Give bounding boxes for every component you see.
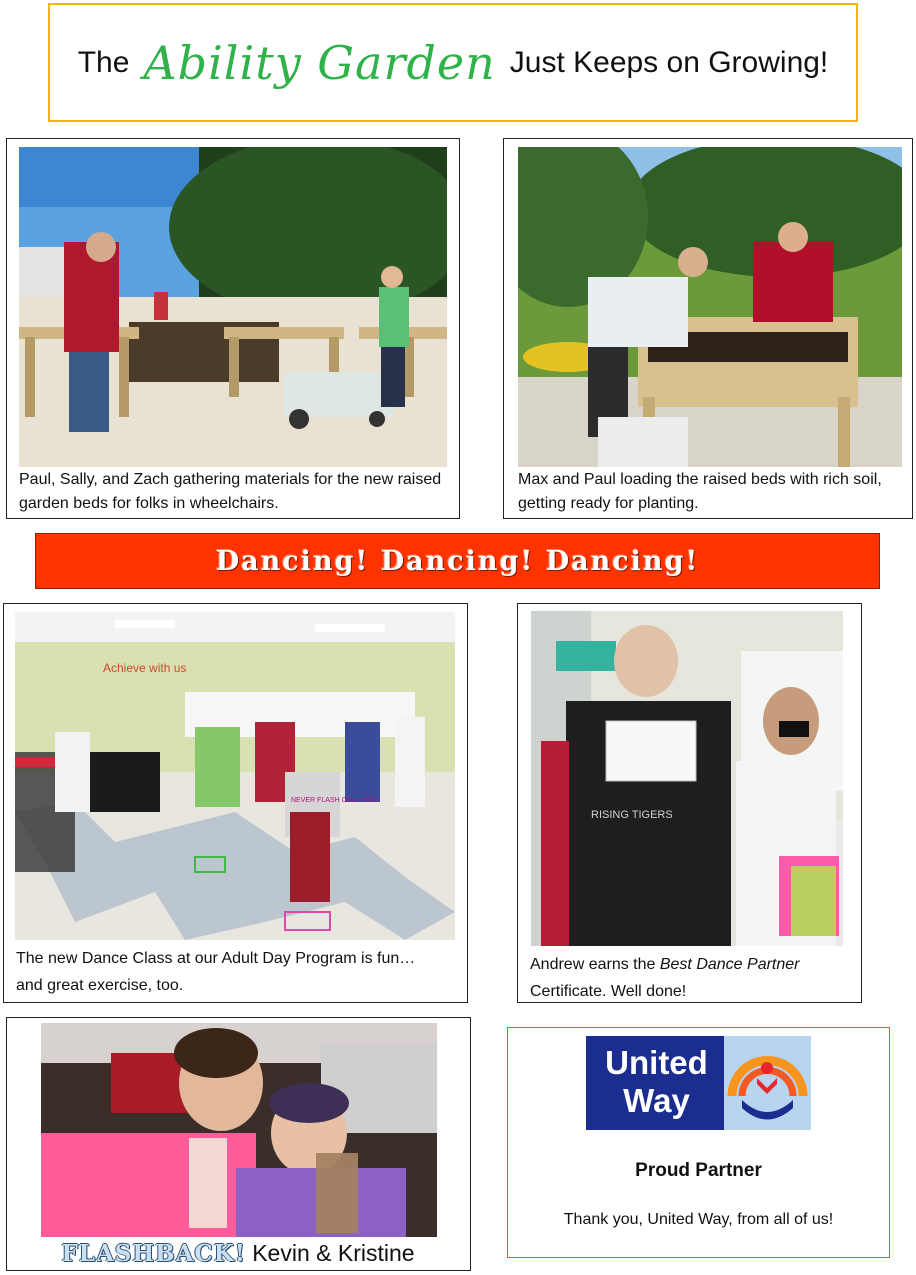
andrew-caption-pre: Andrew earns the — [530, 956, 660, 973]
garden-left-caption: Paul, Sally, and Zach gathering materials for the new raised garden beds for folks in wheelchairs. — [19, 471, 442, 512]
shirt-text: NEVER FLASH OVER YOU — [291, 797, 379, 804]
andrew-caption — [530, 951, 850, 1005]
flashback-photo — [41, 1023, 437, 1237]
header-prefix: The — [77, 45, 130, 79]
header-suffix: Just Keeps on Growing! — [509, 45, 829, 79]
flashback-caption — [6, 1240, 470, 1267]
flashback-label: FLASHBACK! — [61, 1240, 246, 1267]
dancing-banner-text: Dancing! Dancing! Dancing! — [215, 545, 700, 577]
header-script-title: Ability Garden — [143, 35, 496, 90]
garden-right-photo — [518, 147, 902, 467]
flashback-card — [6, 1017, 471, 1271]
united-way-wordmark — [594, 1044, 719, 1120]
garden-right-caption: Max and Paul loading the raised beds with rich soil, getting ready for planting. — [518, 471, 882, 512]
tshirt-text: RISING TIGERS — [591, 809, 673, 821]
dance-class-caption: The new Dance Class at our Adult Day Program is fun…and great exercise, too. — [16, 950, 416, 994]
united-way-wordmark-line1: United — [605, 1044, 708, 1081]
andrew-card — [517, 603, 862, 1003]
wall-sign-text: Achieve with us — [103, 661, 187, 675]
dance-class-photo — [15, 612, 455, 940]
united-way-logo — [586, 1036, 811, 1130]
andrew-caption-em: Best Dance Partner — [659, 956, 800, 973]
dancing-banner — [35, 533, 880, 589]
united-way-proud-partner: Proud Partner — [635, 1160, 762, 1181]
united-way-thanks: Thank you, United Way, from all of us! — [563, 1211, 834, 1228]
garden-left-photo — [19, 147, 447, 467]
dance-class-card — [3, 603, 468, 1003]
flashback-names: Kevin & Kristine — [245, 1240, 415, 1266]
united-way-wordmark-line2: Way — [623, 1082, 690, 1119]
garden-right-card — [503, 138, 913, 519]
andrew-caption-post: Certificate. Well done! — [530, 983, 687, 1000]
united-way-emblem-icon — [724, 1036, 811, 1130]
andrew-photo — [531, 611, 843, 946]
united-way-card — [507, 1027, 890, 1258]
garden-left-card — [6, 138, 460, 519]
page-header — [48, 3, 858, 122]
